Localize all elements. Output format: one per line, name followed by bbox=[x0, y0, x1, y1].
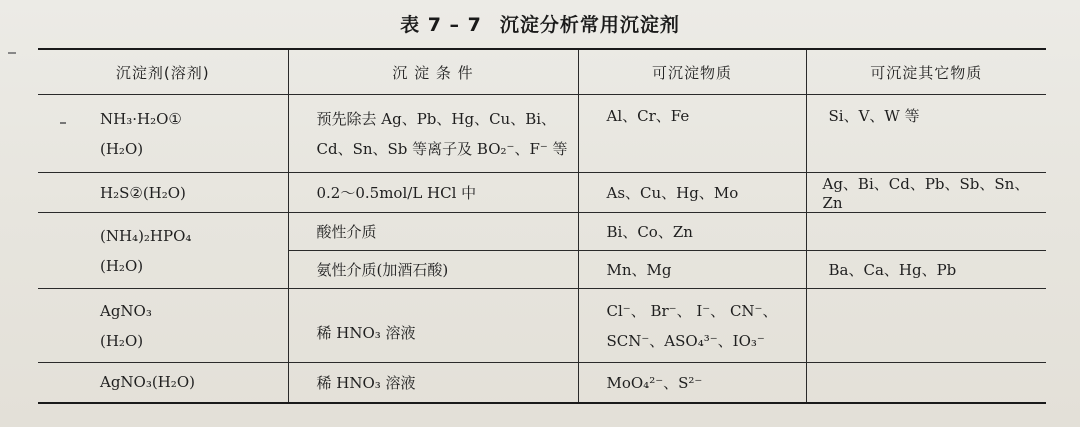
reagent-cell: H₂S②(H₂O) bbox=[38, 173, 288, 213]
other-cell: Ba、Ca、Hg、Pb bbox=[806, 251, 1046, 289]
table-row bbox=[38, 289, 1046, 363]
precipitate-cell: Al、Cr、Fe bbox=[578, 95, 806, 173]
reagent-cell: (NH₄)₂HPO₄ (H₂O) bbox=[38, 213, 288, 289]
other-cell bbox=[806, 363, 1046, 403]
header-other: 可沉淀其它物质 bbox=[806, 49, 1046, 95]
condition-cell: 预先除去 Ag、Pb、Hg、Cu、Bi、 Cd、Sn、Sb 等离子及 BO₂⁻、F⁻ 等 bbox=[288, 95, 578, 173]
precipitate-cell: Bi、Co、Zn bbox=[578, 213, 806, 251]
header-condition: 沉 淀 条 件 bbox=[288, 49, 578, 95]
precipitate-cell: Cl⁻、 Br⁻、 I⁻、 CN⁻、 SCN⁻、ASO₄³⁻、IO₃⁻ bbox=[578, 289, 806, 363]
precipitate-cell: MoO₄²⁻、S²⁻ bbox=[578, 363, 806, 403]
other-cell bbox=[806, 289, 1046, 363]
precipitate-cell: As、Cu、Hg、Mo bbox=[578, 173, 806, 213]
precipitate-cell: Mn、Mg bbox=[578, 251, 806, 289]
precipitant-table bbox=[38, 48, 1046, 404]
table-row bbox=[38, 173, 1046, 213]
table-number: 表 7 – 7 bbox=[400, 14, 482, 36]
other-cell bbox=[806, 213, 1046, 251]
condition-cell: 稀 HNO₃ 溶液 bbox=[288, 289, 578, 363]
condition-cell: 酸性介质 bbox=[288, 213, 578, 251]
table-caption: 沉淀分析常用沉淀剂 bbox=[499, 14, 680, 36]
header-reagent: 沉淀剂(溶剂) bbox=[38, 49, 288, 95]
condition-cell: 氨性介质(加酒石酸) bbox=[288, 251, 578, 289]
reagent-cell: AgNO₃ (H₂O) bbox=[38, 289, 288, 363]
header-precipitate: 可沉淀物质 bbox=[578, 49, 806, 95]
table-title bbox=[0, 10, 1080, 37]
condition-cell: 0.2～0.5mol/L HCl 中 bbox=[288, 173, 578, 213]
other-cell: Si、V、W 等 bbox=[806, 95, 1046, 173]
table-row bbox=[38, 363, 1046, 403]
table-row bbox=[38, 95, 1046, 173]
reagent-cell: AgNO₃(H₂O) bbox=[38, 363, 288, 403]
condition-cell: 稀 HNO₃ 溶液 bbox=[288, 363, 578, 403]
margin-mark bbox=[8, 52, 16, 54]
table-row bbox=[38, 213, 1046, 251]
other-cell: Ag、Bi、Cd、Pb、Sb、Sn、Zn bbox=[806, 173, 1046, 213]
header-row bbox=[38, 49, 1046, 95]
reagent-cell: NH₃·H₂O① (H₂O) bbox=[38, 95, 288, 173]
